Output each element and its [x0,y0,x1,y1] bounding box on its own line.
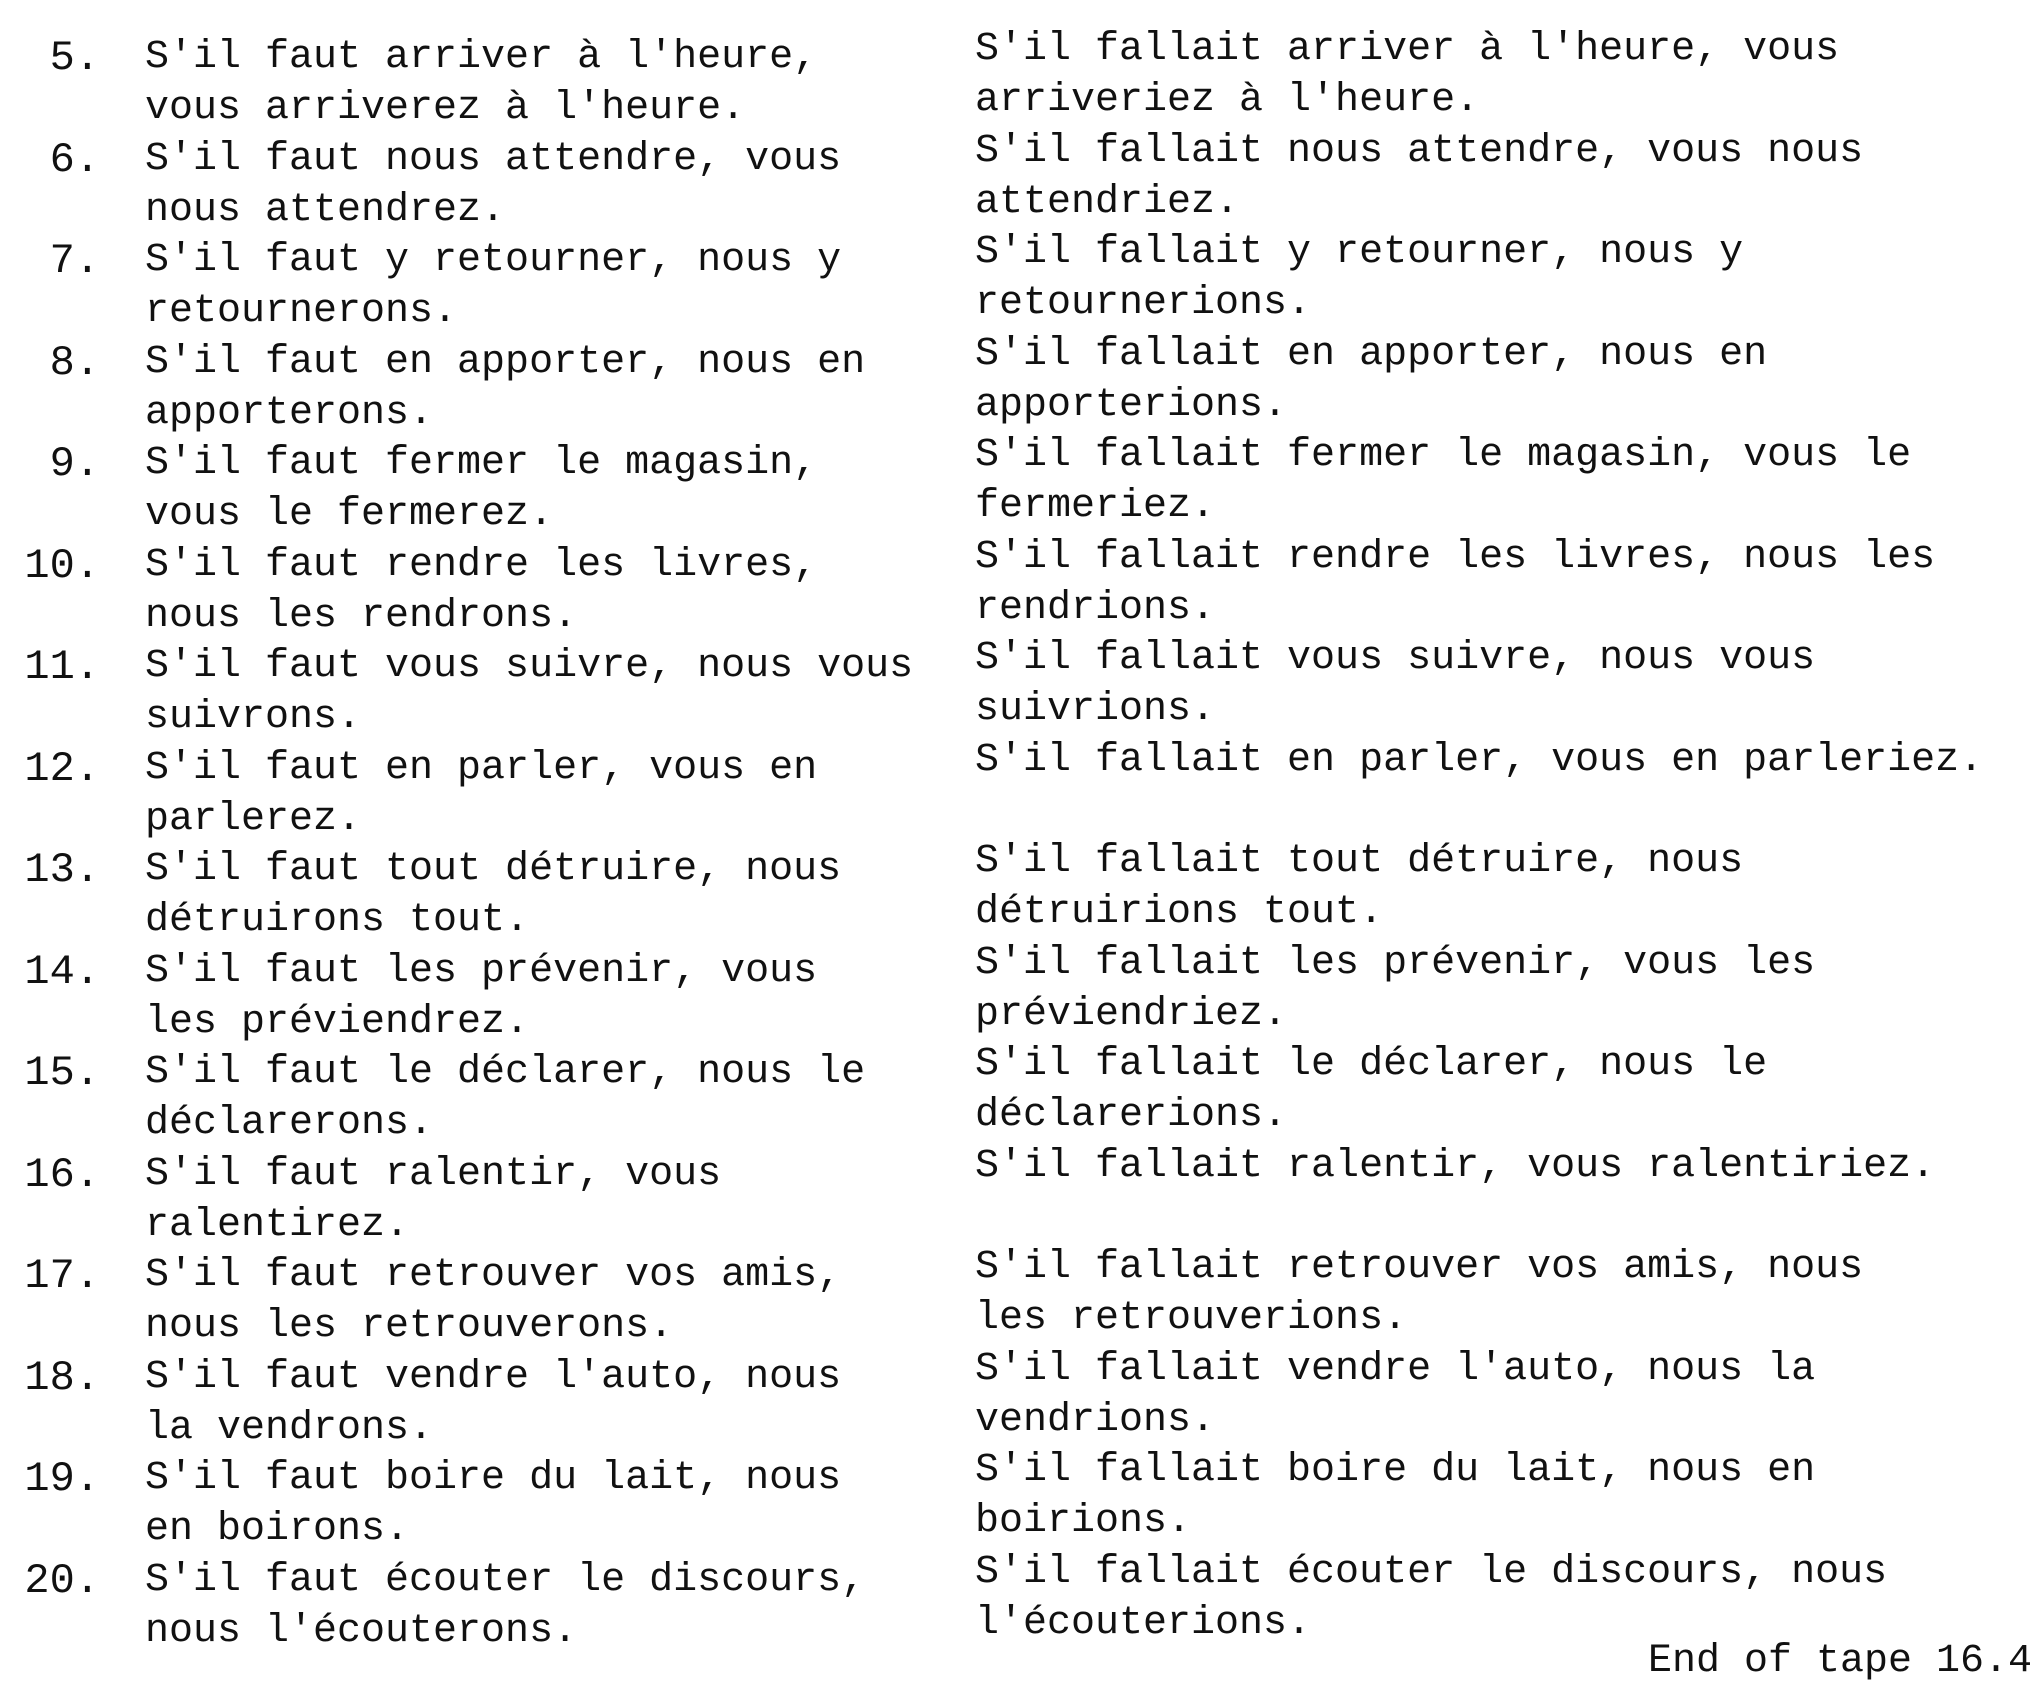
present-sentence: S'il faut en parler, vous en parlerez. [145,745,818,842]
item-number: 13. [24,846,100,894]
list-item [0,28,2042,130]
present-sentence: S'il faut arriver à l'heure, vous arriverez à l'heure. [145,35,818,131]
present-sentence: S'il faut ralentir, vous ralentirez. [145,1151,722,1248]
list-item [0,739,2042,841]
item-number: 9. [49,440,100,488]
item-number: 15. [24,1049,100,1097]
conditional-sentence: S'il fallait nous attendre, vous nous attendriez. [975,128,1864,225]
present-sentence: S'il faut fermer le magasin, vous le fermerez. [145,441,818,537]
conditional-sentence: S'il fallait boire du lait, nous en boirions. [975,1448,1816,1544]
item-number: 7. [49,237,100,285]
conditional-sentence: S'il fallait rendre les livres, nous les rendrions. [975,534,1936,631]
conditional-sentence: S'il fallait retrouver vos amis, nous les retrouverions. [975,1245,1864,1341]
conditional-sentence: S'il fallait fermer le magasin, vous le fermeriez. [975,433,1912,529]
item-number: 16. [24,1150,100,1199]
present-sentence: S'il faut tout détruire, nous détruirons tout. [145,847,842,943]
present-sentence: S'il faut vous suivre, nous vous suivrons. [145,644,914,740]
item-number: 17. [24,1252,100,1300]
present-sentence: S'il faut écouter le discours, nous l'écouterons. [145,1557,866,1654]
list-item [0,434,2042,536]
item-number: 8. [49,338,100,387]
conditional-sentence: S'il fallait en apporter, nous en apporterions. [975,331,1768,428]
list-item [0,637,2042,739]
exercise-list [0,28,2042,1652]
list-item [0,536,2042,638]
item-number: 10. [24,541,100,590]
list-item [0,1043,2042,1145]
conditional-sentence: S'il fallait arriver à l'heure, vous arriveriez à l'heure. [975,27,1840,123]
conditional-sentence: S'il fallait en parler, vous en parleriez. [975,737,1984,783]
item-number: 20. [24,1556,100,1605]
list-item [0,130,2042,232]
conditional-sentence: S'il fallait ralentir, vous ralentiriez. [975,1143,1936,1189]
list-item [0,231,2042,333]
present-sentence: S'il faut les prévenir, vous les préviendrez. [145,948,818,1045]
list-item [0,1246,2042,1348]
conditional-sentence: S'il fallait les prévenir, vous les préviendriez. [975,940,1816,1037]
item-number: 11. [24,643,100,691]
present-sentence: S'il faut nous attendre, vous nous attendrez. [145,136,842,233]
item-number: 18. [24,1353,100,1402]
conditional-sentence: S'il fallait vendre l'auto, nous la vendrions. [975,1346,1816,1443]
present-sentence: S'il faut vendre l'auto, nous la vendrons. [145,1354,842,1451]
list-item [0,1348,2042,1450]
conditional-sentence: S'il fallait le déclarer, nous le déclarerions. [975,1042,1768,1138]
list-item [0,1449,2042,1551]
list-item [0,333,2042,435]
conditional-sentence: S'il fallait vous suivre, nous vous suivrions. [975,636,1816,732]
item-number: 6. [49,135,100,184]
present-sentence: S'il faut retrouver vos amis, nous les retrouverons. [145,1253,842,1349]
list-item [0,942,2042,1044]
present-sentence: S'il faut en apporter, nous en apporterons. [145,339,866,436]
conditional-sentence: S'il fallait écouter le discours, nous l'écouterions. [975,1549,1888,1646]
item-number: 14. [24,947,100,996]
list-item [0,840,2042,942]
item-number: 19. [24,1455,100,1503]
item-number: 5. [49,34,100,82]
present-sentence: S'il faut le déclarer, nous le déclarerons. [145,1050,866,1146]
present-sentence: S'il faut rendre les livres, nous les rendrons. [145,542,818,639]
item-number: 12. [24,744,100,793]
present-sentence: S'il faut y retourner, nous y retournerons. [145,238,842,334]
present-sentence: S'il faut boire du lait, nous en boirons. [145,1456,842,1552]
list-item [0,1145,2042,1247]
conditional-sentence: S'il fallait y retourner, nous y retournerions. [975,230,1744,326]
tape-end-note: End of tape 16.4 [1647,1639,2032,1684]
conditional-sentence: S'il fallait tout détruire, nous détruirions tout. [975,839,1744,935]
